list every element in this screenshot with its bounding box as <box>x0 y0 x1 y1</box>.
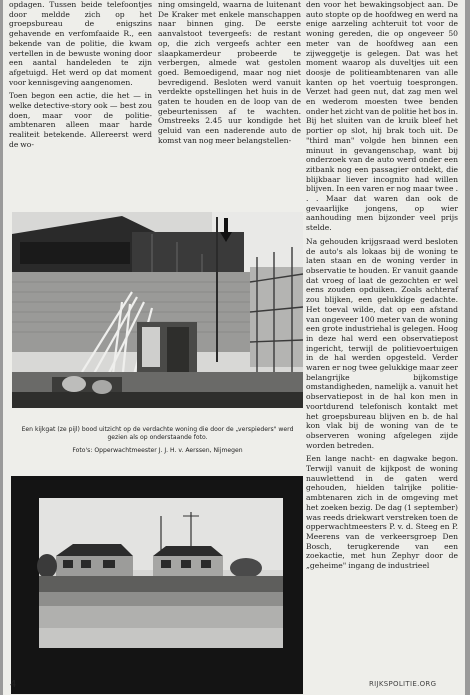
paragraph: Na gehouden krijgsraad werd besloten de auto's als lokaas bij de woning te laten staan en de woning verder in observatie te houden. Er vanuit gaande dat vroeg of laat de gezochten er wel eens zouden opduiken. Zoals achteraf zou blijken, een gelukkige gedachte. Het toeval wilde, dat op een afstand van ongeveer 100 meter van de woning een grote industriehal is gelegen. Hoog in deze hal werd een observatiepost ingericht, terwijl de politievoertuigen in de hal werden opgesteld. Verder waren er nog twee gelukkige maar zeer belangrijke bijkomstige omstandigheden, namelijk a. vanuit het observatiepost in de hal kon men in voortdurend telefonisch kontakt met het groepsbureau blijven en b. de hal kon vlak bij de woning van de te observeren woning afgelegen zijde worden betreden. <box>306 236 458 450</box>
photo-peephole-view <box>11 476 303 694</box>
text-column-1 <box>9 0 152 154</box>
photo-credit: Foto's: Opperwachtmeester J. J. H. v. Aerssen, Nijmegen <box>72 447 243 454</box>
photo-hall-drawing <box>12 212 303 408</box>
paragraph: Een lange nacht- en dagwake begon. Terwijl vanuit de kijkpost de woning nauwlettend in de gaten werd gehouden, hielden talrijke politie-ambtenaren zich in de omgeving met het zoeken bezig. De dag (1 september) was reeds driekwart verstreken toen de opperwachtmeesters P. v. d. Steeg en P. Meerens van de verkeersgroep Den Bosch, terugkerende van een zoekactie, met hun Zephyr door de „geheime" ingang de industrieel <box>306 454 458 571</box>
photo-houses-drawing <box>11 476 303 694</box>
text-column-2 <box>158 0 301 150</box>
paragraph: den voor het bewakingsobject aan. De auto stopte op de hoofdweg en werd na enige aarzeling achteruit tot voor de woning gereden, die op ongeveer 50 meter van de hoofdweg aan een zijweggetje is gelegen. Dat was het moment waarop als duveltjes uit een doosje de politieambtenaren van alle kanten op het voertuig toesprongen. Verzet had geen nut, dat zag men wel en wederom moesten twee benden onder het zicht van de politie het bos in. Bij het sluiten van de kruik bleef het portier op slot, hij brak toch uit. De "third man" volgde hen binnen een minuut in gevangenschap, want bij onderzoek van de auto werd onder een zitbank nog een passagier ontdekt, die blijkbaar liever incognito had willen blijven. In een varen er nog maar twee . . . Maar dat waren dan ook de gevaarlijke jongens, op wier aanhouding men bijzonder veel prijs stelde. <box>306 0 458 233</box>
paragraph: opdagen. Tussen beide telefoontjes door meldde zich op het groepsbureau de enigszins gehavende en verfomfaaide R., een bekende van de politie, die kwam vertellen in de bewuste woning door een aantal handeleden te zijn afgetuigd. Het werd op dat moment voor kennisgeving aangenomen. <box>9 0 152 87</box>
text-column-3 <box>306 0 458 575</box>
photo-caption: Een kijkgat (ze pijl) bood uitzicht op de verdachte woning die door de „verspieders" werd gezien als op onderstaande foto. <box>21 426 294 441</box>
paragraph: Toen begon een actie, die het — in welke detective-story ook — best zou doen, maar voor de politie-ambtenaren alleen maar harde realiteit betekende. Allereerst werd de wo- <box>9 91 152 149</box>
photo-industrial-hall <box>12 212 303 408</box>
watermark: RIJKSPOLITIE.ORG <box>369 680 437 688</box>
paragraph: ning omsingeld, waarna de luitenant De Kraker met enkele manschappen naar binnen ging. De eerste aanvalstoot tevergeefs: de restant op, die zich vergeefs achter een slaapkamerdeur probeerde te verbergen, almede wat gestolen goed. Bemoedigend, maar nog niet bevredigend. Besloten werd vanuit verdekte opstellingen het huis in de gaten te houden en de loop van de gebeurtenissen af te wachten. Omstreeks 2.45 uur kondigde het geluid van een naderende auto de komst van nog meer belangstellen- <box>158 0 301 145</box>
page-number: 4 <box>10 679 17 690</box>
magazine-page <box>3 0 465 695</box>
